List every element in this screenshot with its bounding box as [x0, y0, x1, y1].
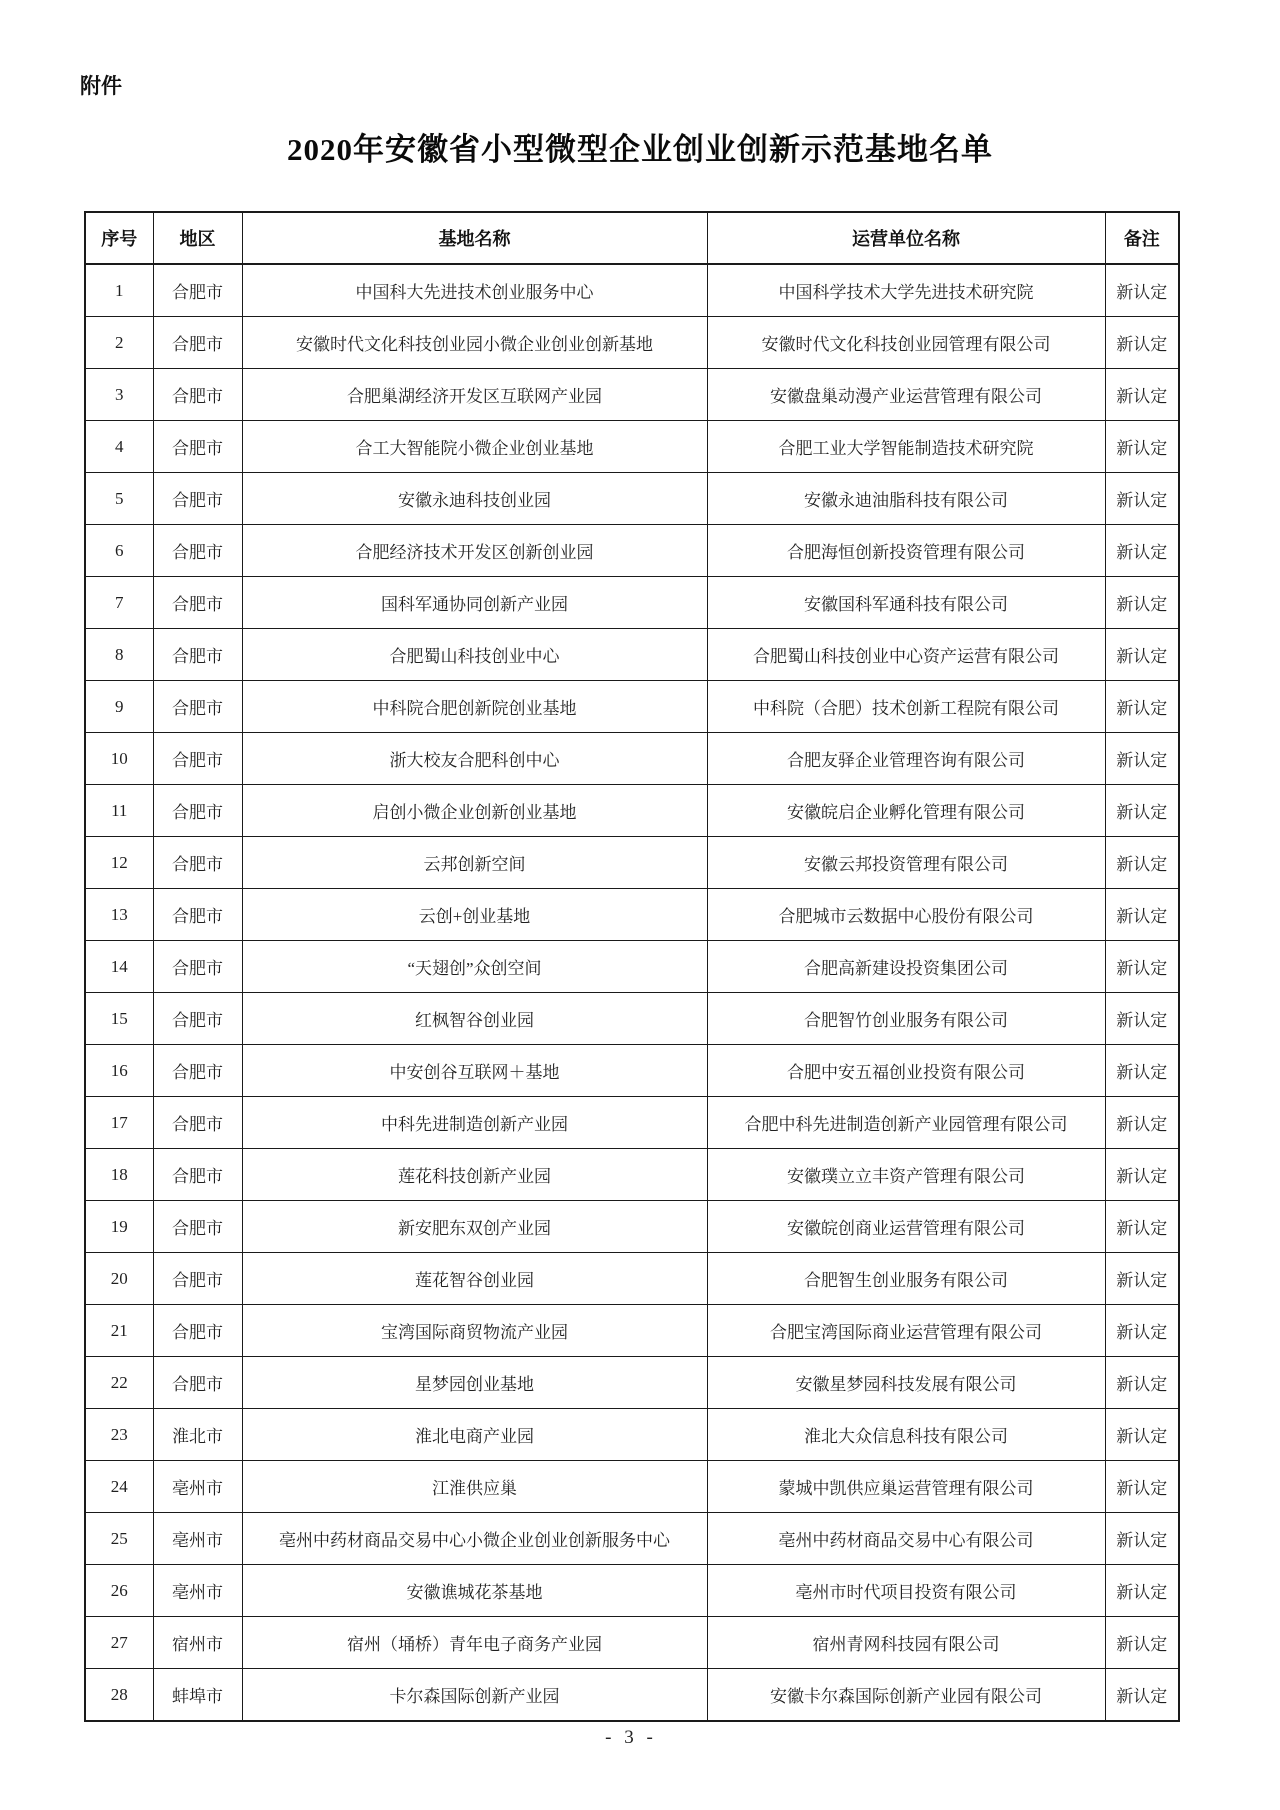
table-cell-remark: 新认定 [1105, 264, 1179, 317]
table-cell-region: 合肥市 [153, 837, 242, 889]
table-cell-operator-name: 安徽璞立立丰资产管理有限公司 [707, 1149, 1105, 1201]
table-cell-index: 28 [85, 1669, 153, 1722]
table-cell-remark: 新认定 [1105, 421, 1179, 473]
table-cell-operator-name: 合肥中科先进制造创新产业园管理有限公司 [707, 1097, 1105, 1149]
table-cell-base-name: 中科先进制造创新产业园 [242, 1097, 707, 1149]
table-cell-base-name: 安徽时代文化科技创业园小微企业创业创新基地 [242, 317, 707, 369]
table-cell-operator-name: 合肥高新建设投资集团公司 [707, 941, 1105, 993]
table-cell-operator-name: 合肥海恒创新投资管理有限公司 [707, 525, 1105, 577]
table-row [85, 1149, 1179, 1201]
table-cell-base-name: 合工大智能院小微企业创业基地 [242, 421, 707, 473]
table-cell-remark: 新认定 [1105, 1357, 1179, 1409]
table-cell-operator-name: 宿州青网科技园有限公司 [707, 1617, 1105, 1669]
table-cell-region: 合肥市 [153, 733, 242, 785]
table-cell-index: 10 [85, 733, 153, 785]
table-cell-remark: 新认定 [1105, 785, 1179, 837]
table-cell-remark: 新认定 [1105, 681, 1179, 733]
table-cell-index: 13 [85, 889, 153, 941]
table-cell-base-name: 合肥巢湖经济开发区互联网产业园 [242, 369, 707, 421]
table-cell-remark: 新认定 [1105, 1149, 1179, 1201]
table-cell-operator-name: 安徽时代文化科技创业园管理有限公司 [707, 317, 1105, 369]
table-cell-base-name: “天翅创”众创空间 [242, 941, 707, 993]
table-cell-remark: 新认定 [1105, 1253, 1179, 1305]
table-cell-remark: 新认定 [1105, 941, 1179, 993]
table-cell-operator-name: 安徽卡尔森国际创新产业园有限公司 [707, 1669, 1105, 1722]
table-row [85, 264, 1179, 317]
table-cell-region: 合肥市 [153, 993, 242, 1045]
table-cell-base-name: 安徽永迪科技创业园 [242, 473, 707, 525]
table-row [85, 1201, 1179, 1253]
table-cell-operator-name: 中国科学技术大学先进技术研究院 [707, 264, 1105, 317]
table-cell-operator-name: 合肥智生创业服务有限公司 [707, 1253, 1105, 1305]
table-cell-remark: 新认定 [1105, 889, 1179, 941]
table-row [85, 1513, 1179, 1565]
table-row [85, 1409, 1179, 1461]
table-cell-operator-name: 安徽皖创商业运营管理有限公司 [707, 1201, 1105, 1253]
table-row [85, 889, 1179, 941]
column-header-region: 地区 [153, 212, 242, 264]
table-cell-base-name: 云创+创业基地 [242, 889, 707, 941]
table-row [85, 1045, 1179, 1097]
table-cell-region: 合肥市 [153, 889, 242, 941]
table-cell-operator-name: 安徽皖启企业孵化管理有限公司 [707, 785, 1105, 837]
table-cell-index: 27 [85, 1617, 153, 1669]
table-cell-remark: 新认定 [1105, 1201, 1179, 1253]
table-cell-operator-name: 淮北大众信息科技有限公司 [707, 1409, 1105, 1461]
table-cell-remark: 新认定 [1105, 1669, 1179, 1722]
table-cell-index: 26 [85, 1565, 153, 1617]
column-header-operator-name: 运营单位名称 [707, 212, 1105, 264]
table-cell-region: 合肥市 [153, 317, 242, 369]
table-cell-index: 6 [85, 525, 153, 577]
table-cell-index: 25 [85, 1513, 153, 1565]
table-cell-index: 7 [85, 577, 153, 629]
table-cell-index: 3 [85, 369, 153, 421]
table-body [85, 264, 1179, 1721]
table-cell-remark: 新认定 [1105, 317, 1179, 369]
table-row [85, 421, 1179, 473]
table-cell-region: 合肥市 [153, 1201, 242, 1253]
table-cell-remark: 新认定 [1105, 1461, 1179, 1513]
table-cell-operator-name: 蒙城中凯供应巢运营管理有限公司 [707, 1461, 1105, 1513]
table-cell-index: 1 [85, 264, 153, 317]
table-cell-region: 合肥市 [153, 1045, 242, 1097]
table-row [85, 1617, 1179, 1669]
table-cell-index: 12 [85, 837, 153, 889]
table-cell-base-name: 合肥经济技术开发区创新创业园 [242, 525, 707, 577]
table-cell-base-name: 浙大校友合肥科创中心 [242, 733, 707, 785]
table-cell-region: 合肥市 [153, 525, 242, 577]
table-cell-base-name: 中安创谷互联网＋基地 [242, 1045, 707, 1097]
table-cell-region: 合肥市 [153, 1357, 242, 1409]
table-cell-region: 合肥市 [153, 1149, 242, 1201]
table-cell-index: 22 [85, 1357, 153, 1409]
table-cell-index: 5 [85, 473, 153, 525]
table-header-row [85, 212, 1179, 264]
table-cell-index: 14 [85, 941, 153, 993]
table-cell-remark: 新认定 [1105, 629, 1179, 681]
table-cell-remark: 新认定 [1105, 525, 1179, 577]
table-row [85, 1305, 1179, 1357]
table-cell-operator-name: 合肥智竹创业服务有限公司 [707, 993, 1105, 1045]
table-cell-base-name: 亳州中药材商品交易中心小微企业创业创新服务中心 [242, 1513, 707, 1565]
table-cell-region: 亳州市 [153, 1513, 242, 1565]
table-cell-base-name: 宝湾国际商贸物流产业园 [242, 1305, 707, 1357]
table-cell-base-name: 中科院合肥创新院创业基地 [242, 681, 707, 733]
table-cell-remark: 新认定 [1105, 837, 1179, 889]
table-cell-remark: 新认定 [1105, 993, 1179, 1045]
table-cell-region: 合肥市 [153, 577, 242, 629]
page-number: - 3 - [605, 1727, 657, 1748]
table-cell-region: 合肥市 [153, 785, 242, 837]
table-cell-index: 17 [85, 1097, 153, 1149]
table-cell-index: 4 [85, 421, 153, 473]
table-cell-region: 合肥市 [153, 941, 242, 993]
table-cell-remark: 新认定 [1105, 1565, 1179, 1617]
table-cell-base-name: 启创小微企业创新创业基地 [242, 785, 707, 837]
table-cell-region: 淮北市 [153, 1409, 242, 1461]
column-header-index: 序号 [85, 212, 153, 264]
table-cell-index: 20 [85, 1253, 153, 1305]
table-cell-index: 11 [85, 785, 153, 837]
table-row [85, 1565, 1179, 1617]
table-cell-base-name: 星梦园创业基地 [242, 1357, 707, 1409]
table-row [85, 785, 1179, 837]
table-cell-remark: 新认定 [1105, 473, 1179, 525]
table-row [85, 473, 1179, 525]
table-cell-operator-name: 合肥工业大学智能制造技术研究院 [707, 421, 1105, 473]
table-cell-index: 19 [85, 1201, 153, 1253]
table-cell-operator-name: 合肥蜀山科技创业中心资产运营有限公司 [707, 629, 1105, 681]
table-cell-index: 16 [85, 1045, 153, 1097]
table-cell-region: 合肥市 [153, 1305, 242, 1357]
table-cell-base-name: 莲花科技创新产业园 [242, 1149, 707, 1201]
table-cell-operator-name: 亳州中药材商品交易中心有限公司 [707, 1513, 1105, 1565]
table-row [85, 681, 1179, 733]
table-row [85, 1461, 1179, 1513]
table-cell-operator-name: 安徽星梦园科技发展有限公司 [707, 1357, 1105, 1409]
table-cell-base-name: 卡尔森国际创新产业园 [242, 1669, 707, 1722]
table-cell-remark: 新认定 [1105, 369, 1179, 421]
table-cell-region: 合肥市 [153, 1097, 242, 1149]
table-cell-base-name: 国科军通协同创新产业园 [242, 577, 707, 629]
table-cell-remark: 新认定 [1105, 1617, 1179, 1669]
table-cell-operator-name: 安徽国科军通科技有限公司 [707, 577, 1105, 629]
table-row [85, 1357, 1179, 1409]
table-cell-operator-name: 合肥宝湾国际商业运营管理有限公司 [707, 1305, 1105, 1357]
table-cell-operator-name: 合肥友驿企业管理咨询有限公司 [707, 733, 1105, 785]
table-cell-region: 亳州市 [153, 1461, 242, 1513]
table-cell-remark: 新认定 [1105, 1045, 1179, 1097]
table-cell-remark: 新认定 [1105, 577, 1179, 629]
table-cell-region: 合肥市 [153, 629, 242, 681]
table-row [85, 577, 1179, 629]
table-cell-base-name: 中国科大先进技术创业服务中心 [242, 264, 707, 317]
table-cell-index: 18 [85, 1149, 153, 1201]
table-cell-index: 2 [85, 317, 153, 369]
table-row [85, 941, 1179, 993]
table-cell-region: 蚌埠市 [153, 1669, 242, 1722]
table-cell-operator-name: 合肥城市云数据中心股份有限公司 [707, 889, 1105, 941]
page-title: 2020年安徽省小型微型企业创业创新示范基地名单 [287, 132, 993, 167]
table-cell-index: 15 [85, 993, 153, 1045]
table-row [85, 733, 1179, 785]
table-cell-remark: 新认定 [1105, 733, 1179, 785]
table-cell-operator-name: 亳州市时代项目投资有限公司 [707, 1565, 1105, 1617]
table-cell-base-name: 淮北电商产业园 [242, 1409, 707, 1461]
table-row [85, 1253, 1179, 1305]
table-row [85, 369, 1179, 421]
table-cell-region: 合肥市 [153, 264, 242, 317]
table-cell-remark: 新认定 [1105, 1409, 1179, 1461]
table-cell-base-name: 宿州（埇桥）青年电子商务产业园 [242, 1617, 707, 1669]
table-cell-region: 合肥市 [153, 421, 242, 473]
attachment-label: 附件 [80, 75, 122, 98]
table-cell-index: 9 [85, 681, 153, 733]
table-cell-region: 合肥市 [153, 681, 242, 733]
table-cell-remark: 新认定 [1105, 1097, 1179, 1149]
table-cell-index: 23 [85, 1409, 153, 1461]
table-row [85, 525, 1179, 577]
table-cell-base-name: 江淮供应巢 [242, 1461, 707, 1513]
table-cell-base-name: 新安肥东双创产业园 [242, 1201, 707, 1253]
table-cell-region: 合肥市 [153, 473, 242, 525]
table-cell-index: 24 [85, 1461, 153, 1513]
table-row [85, 1097, 1179, 1149]
table-cell-region: 亳州市 [153, 1565, 242, 1617]
table-cell-operator-name: 安徽盘巢动漫产业运营管理有限公司 [707, 369, 1105, 421]
table-cell-operator-name: 合肥中安五福创业投资有限公司 [707, 1045, 1105, 1097]
table-row [85, 993, 1179, 1045]
table-cell-base-name: 红枫智谷创业园 [242, 993, 707, 1045]
table-cell-remark: 新认定 [1105, 1305, 1179, 1357]
column-header-base-name: 基地名称 [242, 212, 707, 264]
table-cell-base-name: 莲花智谷创业园 [242, 1253, 707, 1305]
column-header-remark: 备注 [1105, 212, 1179, 264]
table-cell-index: 8 [85, 629, 153, 681]
table-row [85, 837, 1179, 889]
table-cell-operator-name: 安徽永迪油脂科技有限公司 [707, 473, 1105, 525]
table-row [85, 317, 1179, 369]
table-cell-index: 21 [85, 1305, 153, 1357]
table-cell-remark: 新认定 [1105, 1513, 1179, 1565]
table-cell-operator-name: 中科院（合肥）技术创新工程院有限公司 [707, 681, 1105, 733]
table-row [85, 1669, 1179, 1722]
table-cell-region: 合肥市 [153, 1253, 242, 1305]
table-cell-base-name: 云邦创新空间 [242, 837, 707, 889]
table-row [85, 629, 1179, 681]
table-cell-base-name: 合肥蜀山科技创业中心 [242, 629, 707, 681]
table-cell-region: 合肥市 [153, 369, 242, 421]
table-cell-region: 宿州市 [153, 1617, 242, 1669]
table-cell-base-name: 安徽谯城花茶基地 [242, 1565, 707, 1617]
base-list-table [84, 211, 1180, 1722]
table-cell-operator-name: 安徽云邦投资管理有限公司 [707, 837, 1105, 889]
